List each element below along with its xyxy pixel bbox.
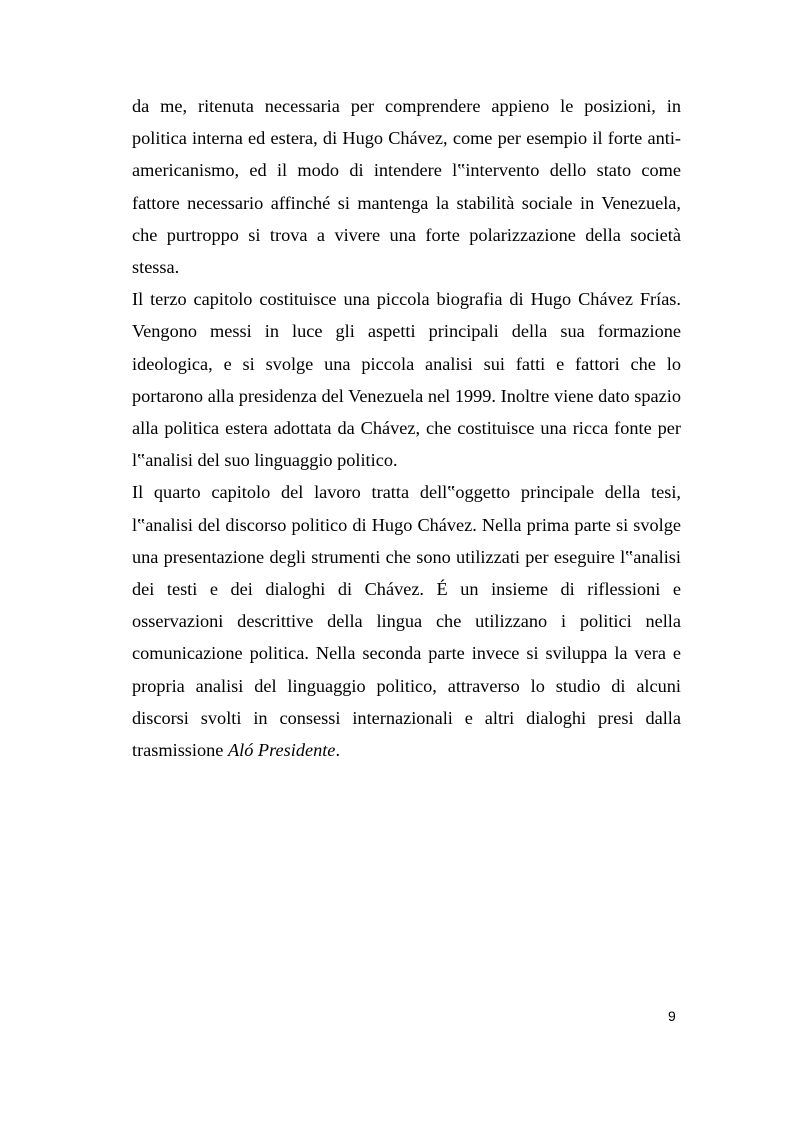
paragraph-2: Il terzo capitolo costituisce una piccola biografia di Hugo Chávez Frías. Vengono messi in luce gli aspetti principali della sua formazione ideologica, e si svolge una piccola analisi sui fatti e fattori che lo portarono alla presidenza del Venezuela nel 1999. Inoltre viene dato spazio alla politica estera adottata da Chávez, che costituisce una ricca fonte per l‟analisi del suo linguaggio politico. — [132, 289, 681, 471]
paragraph-1: da me, ritenuta necessaria per comprendere appieno le posizioni, in politica interna ed estera, di Hugo Chávez, come per esempio il forte anti-americanismo, ed il modo di intendere l‟intervento dello stato come fattore necessario affinché si mantenga la stabilità sociale in Venezuela, che purtroppo si trova a vivere una forte polarizzazione della società stessa. — [132, 96, 681, 278]
program-title: Aló Presidente — [227, 740, 336, 761]
paragraph-3-end: . — [335, 740, 341, 761]
paragraph-3-text: Il quarto capitolo del lavoro tratta dell‟oggetto principale della tesi, l‟analisi del discorso politico di Hugo Chávez. Nella prima parte si svolge una presentazione degli strumenti che sono utilizzati per eseguire l‟analisi dei testi e dei dialoghi di Chávez. É un insieme di riflessioni e osservazioni descrittive della lingua che utilizzano i politici nella comunicazione politica. Nella seconda parte invece si sviluppa la vera e propria analisi del linguaggio politico, attraverso lo studio di alcuni discorsi svolti in consessi internazionali e altri dialoghi presi dalla trasmissione — [132, 482, 681, 761]
page-number: 9 — [668, 1008, 676, 1024]
paragraph-3 — [132, 476, 681, 766]
body-text — [132, 90, 681, 766]
